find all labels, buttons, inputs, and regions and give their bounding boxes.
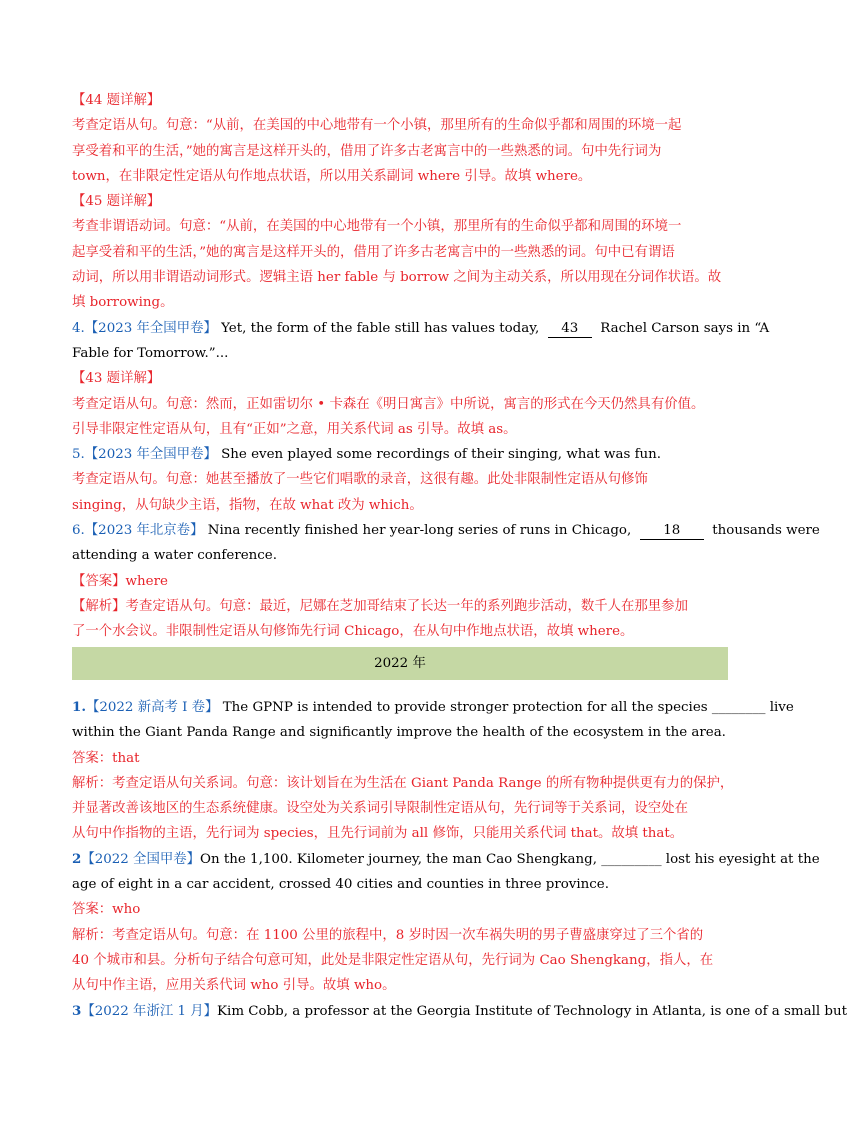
- p1-explanation-line: 并显著改善该地区的生态系统健康。设空处为关系词引导限制性定语从句，先行词等于关系词，设空处在: [72, 801, 688, 817]
- question-text: The GPNP is intended to provide stronger protection for all the species: [222, 700, 708, 715]
- q45-explanation-line: 起享受着和平的生活，”她的寓言是这样开头的，借用了许多古老寓言中的一些熟悉的词。句中已有谓语: [72, 244, 675, 260]
- question-text: lost his eyesight at the: [665, 851, 820, 867]
- q43-explanation-line: 引导非限定性定语从句，且有“正如”之意，用关系代词 as 引导。故填 as。: [72, 421, 517, 437]
- q43-explanation-line: 考查定语从句。句意：然而，正如雷切尔 • 卡森在《明日寓言》中所说，寓言的形式在今天仍然具有价值。: [72, 396, 705, 412]
- p2-explanation-line: 40 个城市和县。分析句子结合句意可知，此处是非限定性定语从句，先行词为 Cao Shengkang，指人，在: [72, 952, 714, 968]
- p2-answer: 答案：who: [72, 902, 141, 918]
- p1-answer: 答案：that: [72, 750, 140, 766]
- question-number: 4.: [72, 320, 85, 336]
- year-section-header: 2022 年: [72, 647, 728, 680]
- q45-heading: 【45 题详解】: [72, 194, 161, 210]
- p2-explanation-line: 解析：考查定语从句。句意：在 1100 公里的旅程中，8 岁时因一次车祸失明的男子曹盛康穿过了三个省的: [72, 927, 704, 943]
- q6-explanation-line: 了一个水会议。非限制性定语从句修饰先行词 Chicago，在从句中作地点状语，故填 where。: [72, 624, 634, 640]
- q44-explanation-line: town，在非限定性定语从句作地点状语，所以用关系副词 where 引导。故填 where。: [72, 168, 592, 184]
- q45-explanation-line: 考查非谓语动词。句意：“从前，在美国的中心地带有一个小镇，那里所有的生命似乎都和周围的环境一: [72, 219, 682, 235]
- p1-explanation-line: 解析：考查定语从句关系词。句意：该计划旨在为生活在 Giant Panda Range 的所有物种提供更有力的保护，: [72, 775, 734, 791]
- question-6-line: [72, 518, 820, 543]
- question-2022-2-line: [72, 847, 820, 872]
- question-number: 5.: [72, 447, 85, 463]
- question-2022-3-line: [72, 999, 847, 1024]
- q5-explanation-line: 考查定语从句。句意：她甚至播放了一些它们唱歌的录音，这很有趣。此处非限制性定语从句修饰: [72, 472, 648, 488]
- question-2022-1-line-2: within the Giant Panda Range and significantly improve the health of the ecosystem in the area.: [72, 725, 726, 741]
- q44-explanation-line: 享受着和平的生活，”她的寓言是这样开头的，借用了许多古老寓言中的一些熟悉的词。句中先行词为: [72, 143, 662, 159]
- question-number: 1.: [72, 699, 86, 715]
- question-2022-2-line-2: age of eight in a car accident, crossed 40 cities and counties in three province.: [72, 877, 609, 893]
- p2-explanation-line: 从句中作主语，应用关系代词 who 引导。故填 who。: [72, 978, 396, 994]
- p1-explanation-line: 从句中作指物的主语，先行词为 species，且先行词前为 all 修饰，只能用关系代词 that。故填 that。: [72, 826, 684, 842]
- question-source: 【2022 年浙江 1 月】: [81, 1003, 218, 1019]
- q6-explanation-line: 【解析】考查定语从句。句意：最近，尼娜在芝加哥结束了长达一年的系列跑步活动，数千人在那里参加: [72, 598, 688, 614]
- q45-explanation-line: 动词，所以用非谓语动词形式。逻辑主语 her fable 与 borrow 之间为主动关系，所以用现在分词作状语。故: [72, 270, 722, 286]
- document-page: [72, 88, 820, 645]
- question-source: 【2022 全国甲卷】: [81, 851, 201, 867]
- question-source: 【2023 年全国甲卷】: [84, 320, 217, 336]
- q45-explanation-line: 填 borrowing。: [72, 295, 174, 311]
- question-text: Nina recently finished her year-long series of runs in Chicago,: [207, 523, 632, 539]
- question-text: On the 1,100. Kilometer journey, the man Cao Shengkang,: [200, 851, 597, 867]
- question-2022-1-line: [72, 695, 794, 720]
- question-number: 2: [72, 850, 82, 867]
- q44-explanation-line: 考查定语从句。句意：“从前，在美国的中心地带有一个小镇，那里所有的生命似乎都和周围的环境一起: [72, 118, 682, 134]
- question-number: 3: [72, 1002, 82, 1019]
- q5-explanation-line: singing，从句缺少主语，指物，在故 what 改为 which。: [72, 497, 423, 513]
- answer-blank: 18: [640, 523, 704, 540]
- question-6-line-2: attending a water conference.: [72, 548, 277, 564]
- question-4-line-2: Fable for Tomorrow.”...: [72, 345, 229, 361]
- question-text: thousands were: [712, 523, 820, 539]
- question-source: 【2022 新高考 I 卷】: [85, 700, 219, 715]
- q6-answer: 【答案】where: [72, 573, 168, 589]
- question-source: 【2023 年北京卷】: [84, 523, 204, 539]
- question-number: 6.: [72, 523, 85, 539]
- question-text: Yet, the form of the fable still has values today,: [221, 320, 540, 336]
- q44-heading: 【44 题详解】: [72, 93, 161, 108]
- question-5-line: [72, 442, 728, 467]
- answer-blank: 43: [548, 321, 592, 338]
- answer-blank: ________: [711, 700, 766, 715]
- question-4-line: [72, 316, 770, 341]
- question-source: 【2023 年全国甲卷】: [84, 447, 217, 463]
- document-page-2022: [72, 695, 847, 1024]
- question-text: She even played some recordings of their singing, what was fun.: [221, 447, 662, 463]
- question-text: Kim Cobb, a professor at the Georgia Institute of Technology in Atlanta, is one of a small but: [217, 1003, 847, 1019]
- question-text: Rachel Carson says in “A: [600, 320, 770, 336]
- q43-heading: 【43 题详解】: [72, 371, 161, 387]
- question-text: live: [769, 700, 794, 715]
- answer-blank: _________: [601, 851, 662, 867]
